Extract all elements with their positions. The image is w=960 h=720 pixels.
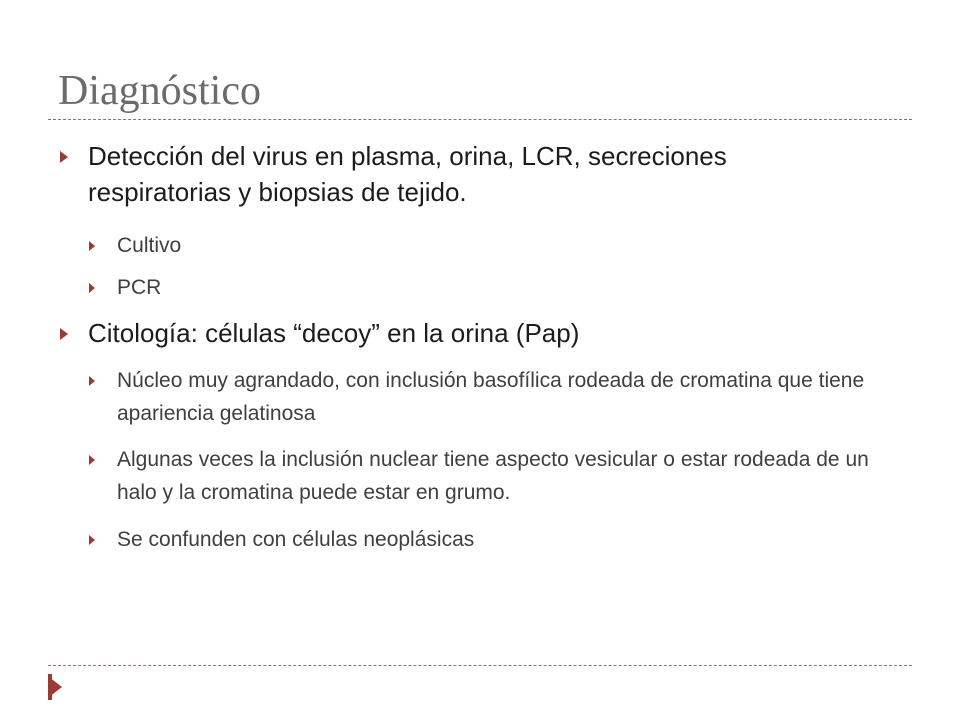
sub-bullet-item bbox=[117, 443, 897, 509]
triangle-right-icon bbox=[89, 241, 95, 251]
sub-bullet-text: PCR bbox=[117, 276, 162, 299]
bullet-item bbox=[88, 138, 848, 210]
sub-bullet-item bbox=[117, 523, 897, 556]
triangle-right-icon bbox=[60, 328, 68, 340]
sub-bullet-item bbox=[117, 229, 897, 262]
bullet-item bbox=[88, 315, 848, 351]
sub-bullet-item bbox=[117, 271, 897, 304]
sub-bullet-item bbox=[117, 364, 897, 430]
sub-bullet-text: Algunas veces la inclusión nuclear tiene aspecto vesicular o estar rodeada de un halo y la cromatina puede estar en grumo. bbox=[117, 448, 869, 504]
slide-title: Diagnóstico bbox=[58, 68, 261, 114]
sub-bullet-text: Núcleo muy agrandado, con inclusión basofílica rodeada de cromatina que tiene apariencia gelatinosa bbox=[117, 369, 865, 425]
triangle-right-icon bbox=[89, 455, 95, 465]
triangle-right-icon bbox=[60, 151, 68, 163]
triangle-right-icon bbox=[89, 535, 95, 545]
triangle-right-icon bbox=[89, 376, 95, 386]
title-divider bbox=[48, 119, 912, 120]
footer-divider bbox=[48, 665, 912, 666]
sub-bullet-text: Se confunden con células neoplásicas bbox=[117, 528, 475, 551]
footer-triangle-icon bbox=[49, 677, 62, 697]
bullet-text: Citología: células “decoy” en la orina (Pap) bbox=[88, 318, 580, 348]
triangle-right-icon bbox=[89, 283, 95, 293]
bullet-text: Detección del virus en plasma, orina, LCR, secreciones respiratorias y biopsias de tejido. bbox=[88, 141, 727, 207]
sub-bullet-text: Cultivo bbox=[117, 234, 182, 257]
